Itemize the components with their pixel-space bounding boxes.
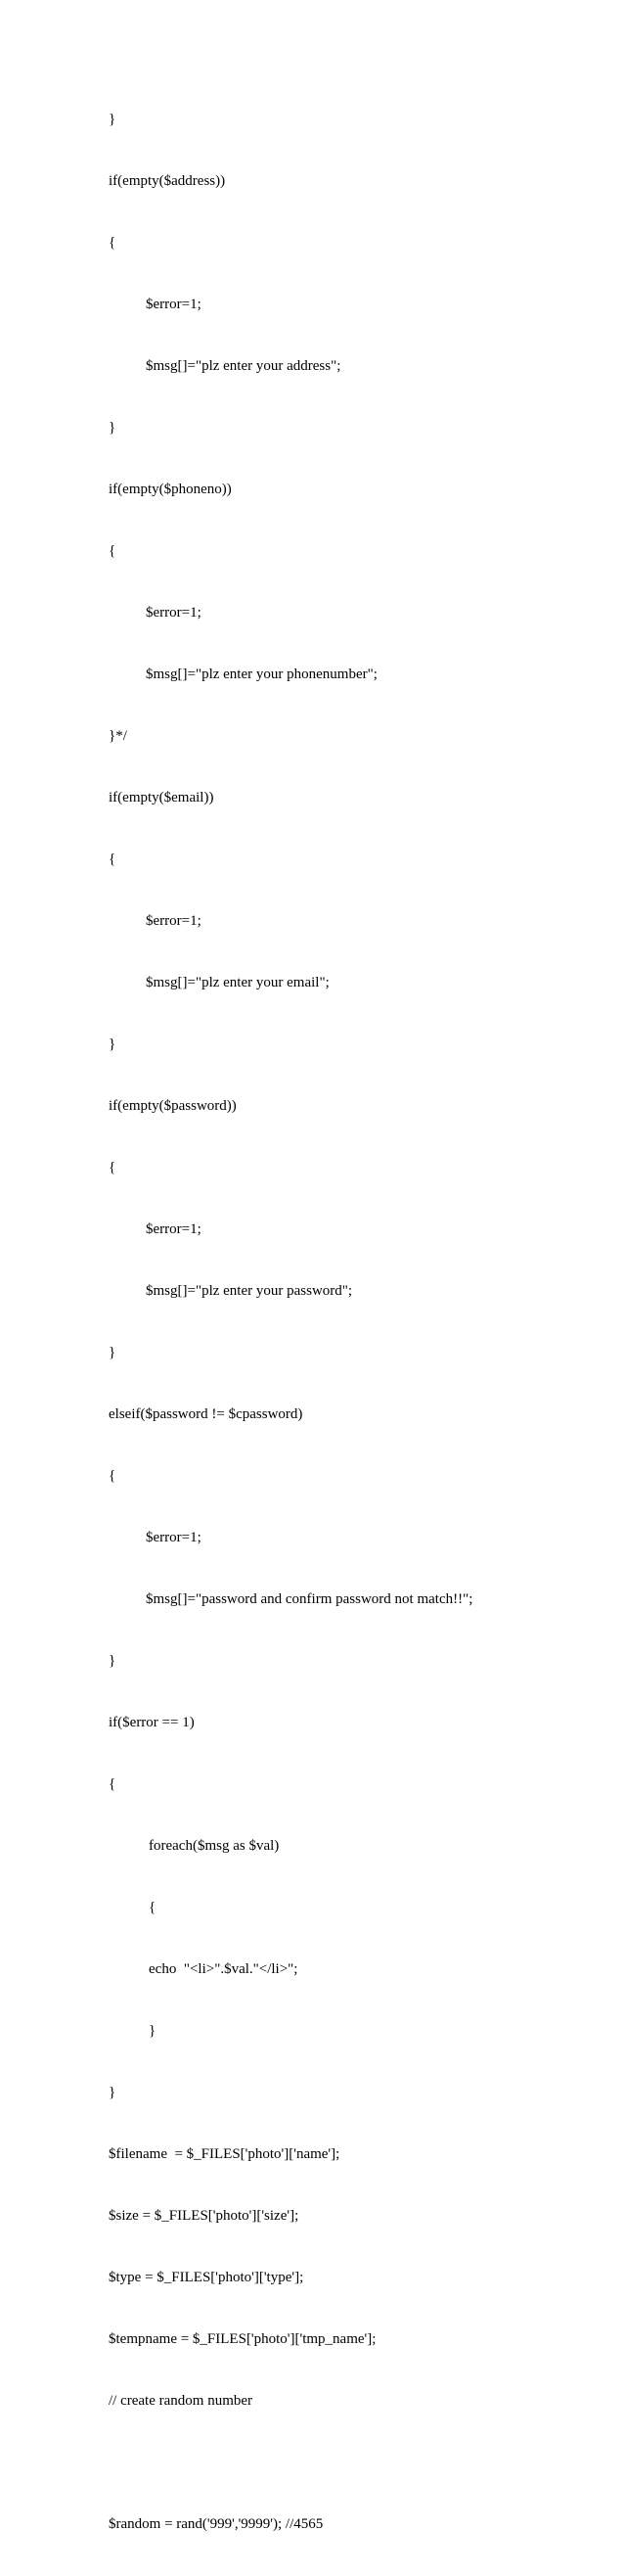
code-line: {: [109, 1160, 116, 1175]
code-line: }: [109, 1036, 116, 1052]
code-line: {: [109, 1468, 116, 1484]
code-line: $error=1;: [146, 1221, 201, 1237]
code-line: if($error == 1): [109, 1715, 195, 1730]
code-line: foreach($msg as $val): [149, 1838, 280, 1854]
code-line: $size = $_FILES['photo']['size'];: [109, 2208, 299, 2224]
code-line: if(empty($email)): [109, 790, 214, 805]
code-line: if(empty($address)): [109, 173, 226, 189]
code-line: [109, 2453, 472, 2473]
code-line: $msg[]="plz enter your email";: [146, 975, 330, 990]
code-line: }: [109, 1345, 116, 1360]
code-line: }: [149, 2023, 156, 2039]
code-line: }: [109, 1653, 116, 1669]
code-line: echo "<li>".$val."</li>";: [149, 1961, 298, 1977]
code-line: $random = rand('999','9999'); //4565: [109, 2516, 324, 2532]
code-line: $tempname = $_FILES['photo']['tmp_name'];: [109, 2331, 377, 2347]
code-line: $msg[]="password and confirm password not match!!";: [146, 1591, 473, 1607]
code-line: }: [109, 2085, 116, 2100]
code-line: $msg[]="plz enter your password";: [146, 1283, 353, 1299]
code-line: $error=1;: [146, 913, 201, 929]
code-line: $filename = $_FILES['photo']['name'];: [109, 2146, 340, 2162]
code-line: $msg[]="plz enter your address";: [146, 358, 341, 374]
code-line: $msg[]="plz enter your phonenumber";: [146, 667, 378, 682]
code-line: {: [109, 851, 116, 867]
code-line: {: [109, 1776, 116, 1792]
code-line: // create random number: [109, 2393, 253, 2409]
code-line: elseif($password != $cpassword): [109, 1406, 303, 1422]
code-line: {: [109, 235, 116, 251]
code-line: }: [109, 112, 116, 127]
code-line: $error=1;: [146, 297, 201, 312]
code-line: $error=1;: [146, 1530, 201, 1545]
code-line: if(empty($phoneno)): [109, 482, 232, 497]
code-line: }*/: [109, 728, 127, 744]
code-line: {: [149, 1900, 156, 1915]
code-line: }: [109, 420, 116, 436]
code-block: [109, 69, 472, 2576]
code-line: $error=1;: [146, 605, 201, 621]
code-line: $type = $_FILES['photo']['type'];: [109, 2270, 304, 2285]
code-line: if(empty($password)): [109, 1098, 237, 1114]
code-line: {: [109, 543, 116, 559]
